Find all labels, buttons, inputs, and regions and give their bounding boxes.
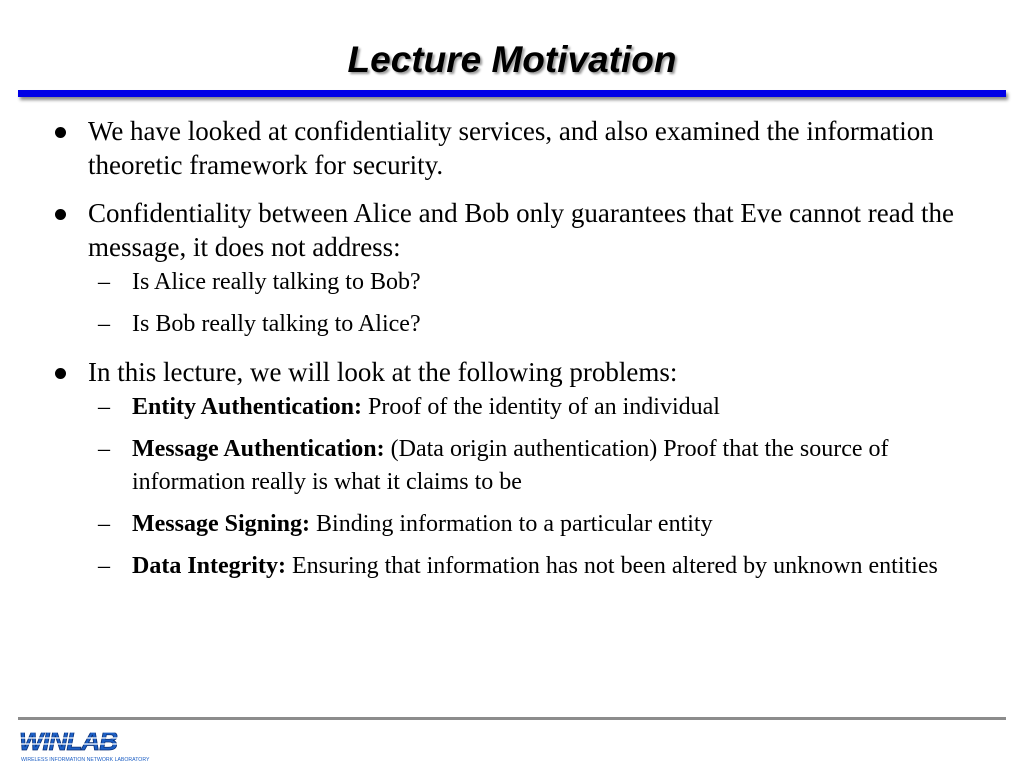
title-divider: [18, 90, 1006, 97]
sub-bullet-text: Binding information to a particular entity: [310, 511, 713, 537]
winlab-logo: [16, 723, 168, 765]
footer-divider: [18, 717, 1006, 720]
dash-marker: –: [98, 436, 110, 462]
logo-wordmark: WINLAB: [19, 726, 117, 756]
sub-bullet-text: (Data origin authentication) Proof that the source of information really is what it claims to be: [132, 436, 889, 495]
bullet-dot-icon: [55, 368, 66, 379]
sub-bullet-item: [88, 508, 984, 541]
bullet-text: Confidentiality between Alice and Bob only guarantees that Eve cannot read the message, it does not address:: [88, 198, 954, 262]
sub-bullet-item: [88, 391, 984, 424]
sub-bullet-item: [88, 433, 984, 499]
sub-bullet-item: [88, 550, 984, 583]
sub-bullet-term: Entity Authentication:: [132, 394, 363, 420]
bullet-text: In this lecture, we will look at the following problems:: [88, 357, 678, 387]
sub-bullet-item: [88, 308, 984, 341]
sub-bullet-text: Is Bob really talking to Alice?: [132, 311, 421, 337]
dash-marker: –: [98, 269, 110, 295]
bullet-item: [0, 355, 1024, 583]
bullet-item: [0, 114, 1024, 182]
sub-bullet-text: Ensuring that information has not been altered by unknown entities: [285, 553, 938, 579]
bullet-item: [0, 196, 1024, 341]
sub-bullet-text: Is Alice really talking to Bob?: [132, 269, 421, 295]
bullet-text: We have looked at confidentiality services, and also examined the information theoretic framework for security.: [88, 116, 934, 180]
sub-bullet-list: [88, 266, 984, 341]
sub-bullet-term: Message Signing:: [132, 511, 311, 537]
sub-bullet-text: Proof of the identity of an individual: [362, 394, 720, 420]
slide-content: [0, 114, 1024, 597]
bullet-dot-icon: [55, 209, 66, 220]
dash-marker: –: [98, 394, 110, 420]
dash-marker: –: [98, 553, 110, 579]
sub-bullet-term: Message Authentication:: [132, 436, 385, 462]
dash-marker: –: [98, 311, 110, 337]
bullet-dot-icon: [55, 127, 66, 138]
sub-bullet-term: Data Integrity:: [132, 553, 286, 579]
logo-tagline: WIRELESS INFORMATION NETWORK LABORATORY: [21, 757, 150, 763]
dash-marker: –: [98, 511, 110, 537]
sub-bullet-list: [88, 391, 984, 583]
slide-title: Lecture Motivation: [347, 39, 677, 80]
sub-bullet-item: [88, 266, 984, 299]
